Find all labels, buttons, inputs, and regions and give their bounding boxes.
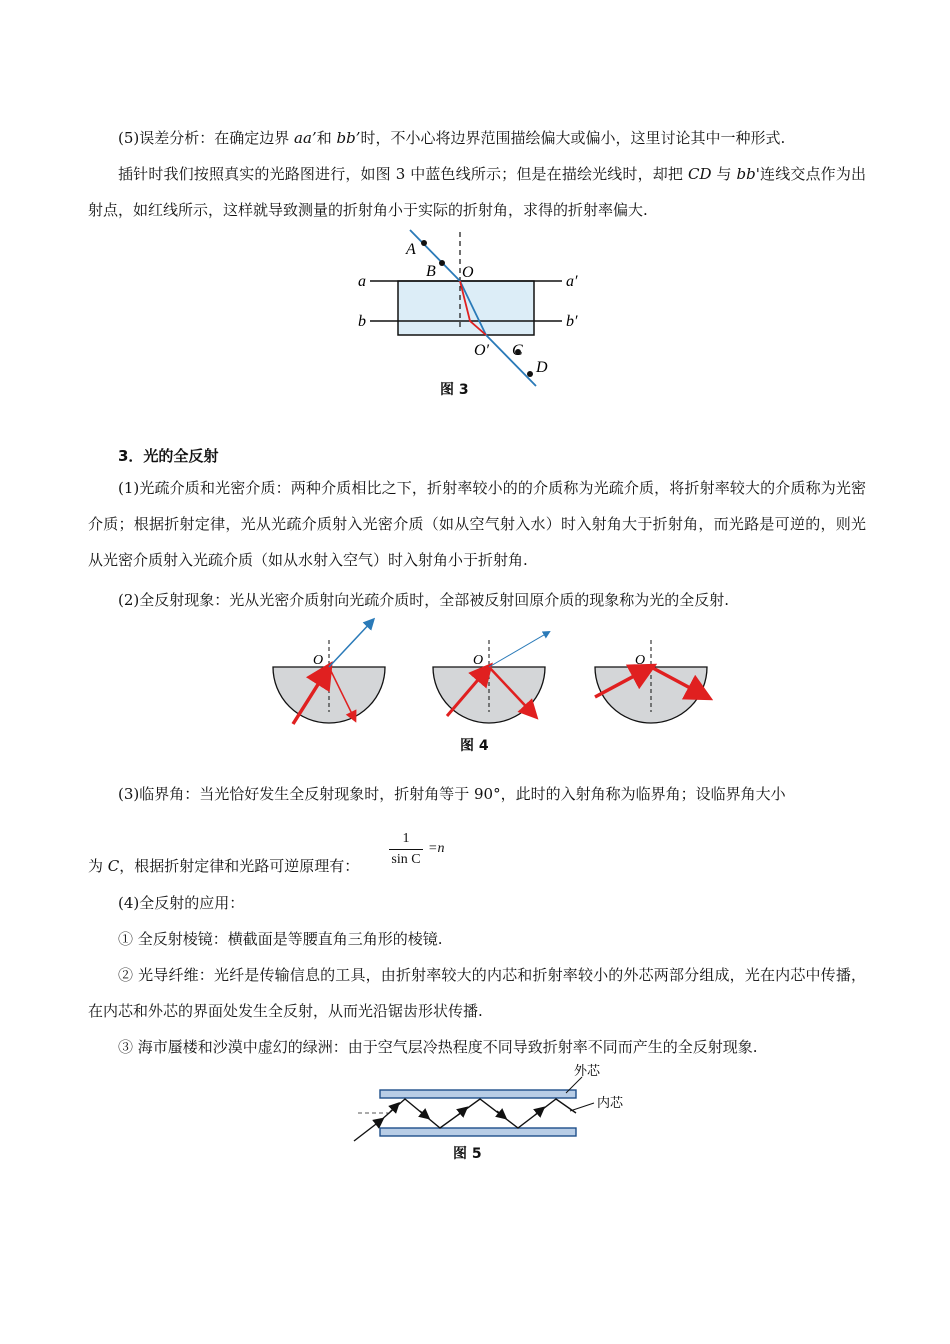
text: ，根据折射定律和光路可逆原理有： bbox=[119, 857, 360, 875]
paragraph-media: (1)光疏介质和光密介质：两种介质相比之下，折射率较小的的介质称为光疏介质，将折射率较大的介质称为光密介质；根据折射定律，光从光疏介质射入光密介质（如从空气射入水）时入射角大于折射角，而光路是可逆的，则光从光密介质射入光疏介质（如从水射入空气）时入射角小于折射角. bbox=[88, 479, 866, 569]
hemisphere-1 bbox=[273, 620, 385, 724]
paragraph-applications: (4)全反射的应用： bbox=[118, 894, 245, 912]
figure-3-caption: 图 3 bbox=[440, 382, 469, 398]
label-a-prime: a′ bbox=[566, 273, 578, 290]
text-c: C bbox=[107, 857, 120, 875]
label-a: A bbox=[406, 241, 416, 258]
paragraph-mirage: ③ 海市蜃楼和沙漠中虚幻的绿洲：由于空气层冷热程度不同导致折射率不同而产生的全反射现象. bbox=[118, 1038, 758, 1056]
text: 时，不小心将边界范围描绘偏大或偏小，这里讨论其中一种形式. bbox=[360, 129, 786, 147]
label-o-prime: O′ bbox=[474, 342, 490, 359]
label-outer-cladding: 外芯 bbox=[574, 1063, 601, 1078]
text-bb: bb’ bbox=[336, 129, 361, 147]
section-title: 3．光的全反射 bbox=[118, 447, 219, 465]
paragraph-error-analysis bbox=[88, 120, 866, 156]
text-cd: CD bbox=[688, 165, 712, 183]
label-o: O bbox=[462, 264, 474, 281]
paragraph-critical-angle-2 bbox=[88, 848, 866, 884]
hemisphere-3 bbox=[595, 640, 707, 723]
label-o-2: O bbox=[473, 653, 484, 668]
formula-numerator: 1 bbox=[402, 831, 410, 846]
pin-d bbox=[527, 371, 533, 377]
figure-3-diagram bbox=[340, 228, 600, 388]
figure-4-diagram bbox=[265, 612, 725, 737]
text: 为 bbox=[88, 857, 108, 875]
incident-light bbox=[354, 1121, 380, 1141]
outer-cladding-bottom bbox=[380, 1128, 576, 1136]
paragraph-insert-pins bbox=[88, 156, 866, 228]
figure-4-caption: 图 4 bbox=[460, 738, 489, 754]
label-a-left: a bbox=[358, 273, 366, 290]
text-bb: bb' bbox=[736, 165, 760, 183]
label-c: C bbox=[512, 342, 523, 359]
paragraph-prism: ① 全反射棱镜：横截面是等腰直角三角形的棱镜. bbox=[118, 930, 443, 948]
emergent-ray bbox=[486, 335, 536, 386]
label-d: D bbox=[536, 359, 548, 376]
figure-5-diagram bbox=[350, 1063, 640, 1145]
paragraph-total-reflection: (2)全反射现象：光从光密介质射向光疏介质时，全部被反射回原介质的现象称为光的全反射. bbox=[118, 591, 730, 609]
formula-denominator: sin C bbox=[391, 852, 421, 867]
paragraph-optical-fiber: ② 光导纤维：光纤是传输信息的工具，由折射率较大的内芯和折射率较小的外芯两部分组成，光在内芯中传播，在内芯和外芯的界面处发生全反射，从而光沿锯齿形状传播. bbox=[88, 966, 866, 1020]
label-o-1: O bbox=[313, 653, 324, 668]
figure-5-caption: 图 5 bbox=[453, 1146, 482, 1162]
text: 和 bbox=[316, 129, 337, 147]
label-b-left: b bbox=[358, 313, 366, 330]
hemisphere-2 bbox=[433, 632, 549, 723]
pin-b bbox=[439, 260, 445, 266]
text: 插针时我们按照真实的光路图进行，如图 3 中蓝色线所示；但是在描绘光线时，却把 bbox=[118, 165, 689, 183]
paragraph-critical-angle: (3)临界角：当光恰好发生全反射现象时，折射角等于 90°，此时的入射角称为临界角；设临界角大小 bbox=[118, 785, 786, 803]
label-b-prime: b′ bbox=[566, 313, 578, 330]
pin-a bbox=[421, 240, 427, 246]
label-b: B bbox=[426, 263, 436, 280]
text: (5)误差分析：在确定边界 bbox=[118, 129, 295, 147]
formula-rhs: =n bbox=[428, 841, 445, 856]
label-inner-core: 内芯 bbox=[597, 1095, 624, 1110]
text: 连线交点作为出射点，如红线所示，这样就导致测量的折射角小于实际的折射角，求得的折射率偏大. bbox=[88, 165, 866, 219]
text: 与 bbox=[711, 165, 737, 183]
label-o-3: O bbox=[635, 653, 646, 668]
outer-cladding-top bbox=[380, 1090, 576, 1098]
text-aa: aa’ bbox=[294, 129, 317, 147]
